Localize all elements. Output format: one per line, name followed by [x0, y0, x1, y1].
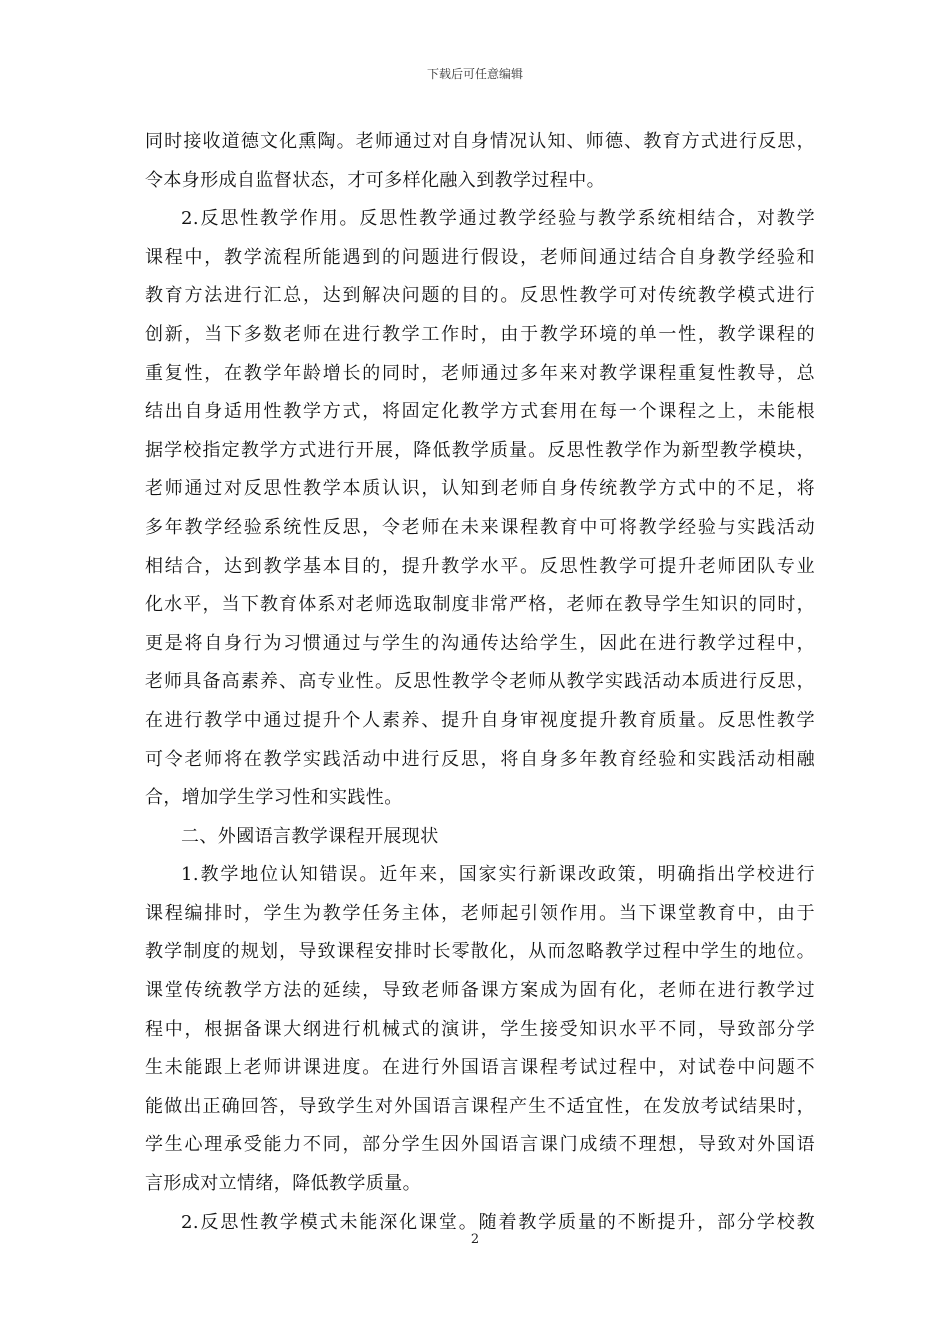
text-line: 能做出正确回答，导致学生对外国语言课程产生不适宜性，在发放考试结果时，: [145, 1095, 815, 1117]
text-line: 在进行教学中通过提升个人素养、提升自身审视度提升教育质量。反思性教学: [145, 709, 815, 731]
document-body: [145, 123, 815, 1242]
text-line: 据学校指定教学方式进行开展，降低教学质量。反思性教学作为新型教学模块，: [145, 439, 815, 461]
text-line: 课程编排时，学生为教学任务主体，老师起引领作用。当下课堂教育中，由于: [145, 902, 815, 924]
text-line: 结出自身适用性教学方式，将固定化教学方式套用在每一个课程之上，未能根: [145, 401, 815, 423]
text-line: 老师通过对反思性教学本质认识，认知到老师自身传统教学方式中的不足，将: [145, 478, 815, 500]
text-line: 老师具备高素养、高专业性。反思性教学令老师从教学实践活动本质进行反思，: [145, 671, 815, 693]
text-line: 教学制度的规划，导致课程安排时长零散化，从而忽略教学过程中学生的地位。: [145, 941, 815, 963]
text-line: 2.反思性教学模式未能深化课堂。随着教学质量的不断提升，部分学校教: [181, 1211, 815, 1233]
text-line: 相结合，达到教学基本目的，提升教学水平。反思性教学可提升老师团队专业: [145, 555, 815, 577]
text-line: 课堂传统教学方法的延续，导致老师备课方案成为固有化，老师在进行教学过: [145, 980, 815, 1002]
page-header: 下载后可任意编辑: [426, 67, 523, 81]
text-line: 合，增加学生学习性和实践性。: [145, 787, 403, 809]
text-line: 程中，根据备课大纲进行机械式的演讲，学生接受知识水平不同，导致部分学: [145, 1018, 815, 1040]
text-line: 言形成对立情绪，降低教学质量。: [145, 1173, 421, 1195]
text-line: 课程中，教学流程所能遇到的问题进行假设，老师间通过结合自身教学经验和: [145, 246, 815, 268]
text-line: 令本身形成自监督状态，才可多样化融入到教学过程中。: [145, 169, 605, 191]
text-line: 二、外國语言教学课程开展现状: [181, 825, 439, 847]
text-line: 创新，当下多数老师在进行教学工作时，由于教学环境的单一性，教学课程的: [145, 323, 815, 345]
text-line: 多年教学经验系统性反思，令老师在未来课程教育中可将教学经验与实践活动: [145, 516, 815, 538]
text-line: 化水平，当下教育体系对老师选取制度非常严格，老师在教导学生知识的同时，: [145, 594, 815, 616]
text-line: 同时接收道德文化熏陶。老师通过对自身情况认知、师德、教育方式进行反思，: [145, 131, 815, 152]
text-line: 教育方法进行汇总，达到解决问题的目的。反思性教学可对传统教学模式进行: [145, 285, 815, 307]
text-line: 1.教学地位认知错误。近年来，国家实行新课改政策，明确指出学校进行: [181, 864, 815, 886]
page-number: 2: [470, 1232, 480, 1247]
text-line: 学生心理承受能力不同，部分学生因外国语言课门成绩不理想，导致对外国语: [145, 1134, 815, 1156]
text-line: 生未能跟上老师讲课进度。在进行外国语言课程考试过程中，对试卷中问题不: [145, 1057, 815, 1079]
text-line: 2.反思性教学作用。反思性教学通过教学经验与教学系统相结合，对教学: [181, 208, 815, 230]
text-line: 可令老师将在教学实践活动中进行反思，将自身多年教育经验和实践活动相融: [145, 748, 815, 770]
text-line: 更是将自身行为习惯通过与学生的沟通传达给学生，因此在进行教学过程中，: [145, 632, 815, 654]
text-line: 重复性，在教学年龄增长的同时，老师通过多年来对教学课程重复性教导，总: [145, 362, 815, 384]
